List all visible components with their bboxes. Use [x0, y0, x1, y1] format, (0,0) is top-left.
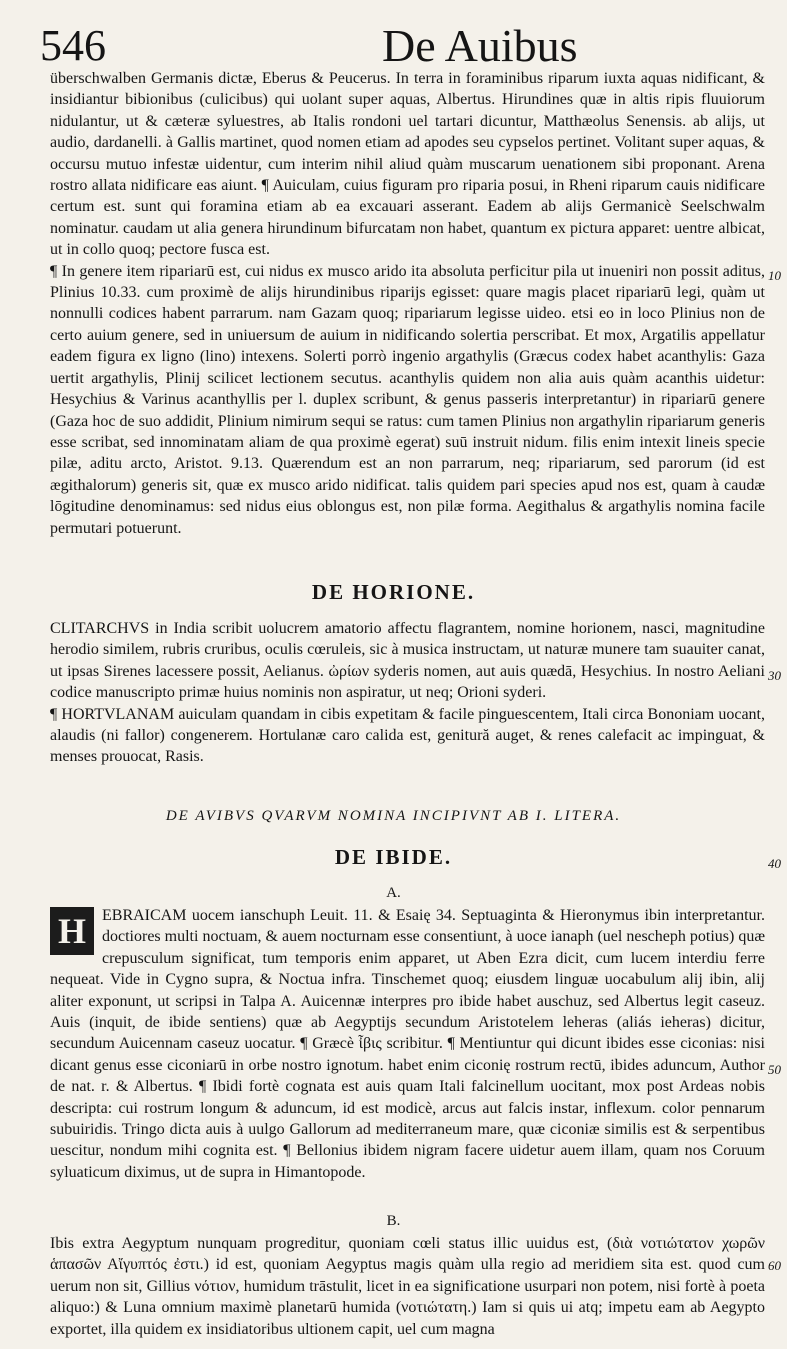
- margin-number: 40: [768, 856, 781, 871]
- section-heading-ibis: DE IBIDE.: [334, 845, 453, 869]
- margin-number: 30: [768, 668, 781, 683]
- text-block-top: [50, 68, 765, 539]
- page-header: [30, 18, 770, 72]
- paragraph-ibis-b: Ibis extra Aegyptum nunquam progreditur, quoniam cœli status illic uuidus est, (διὰ νοτιώτατον χωρῶν ἁπασῶν Αἴγυπτός ἐστι.) id est, quoniam Aegyptus magis quàm ulla regio ad meridiem sita est. quod cum uerum non sit, Gillius νότιον, humidum trāstulit, licet in ea significatione usurpari non potem, nisi fortè à poeta aliquo:) & Luna omnium maximè planetarū humida (νοτιώτατη.) Iam si quis ui atq; impetu eam ab Aegypto exportet, illa quidem ex insidiatoribus ultionem capit, uel cum magna: [50, 1235, 765, 1338]
- decorated-initial: H: [50, 907, 94, 955]
- paragraph-horion: CLITARCHVS in India scribit uolucrem amatorio affectu flagrantem, nomine horionem, nasci, magnitudine herodio similem, rubris cruribus, oculis cœruleis, sic à musica instructam, ut naturæ munere tam suauiter canat, ut ipsas Sirenes lacessere possit, Aelianus. ὠρίων syderis nomen, aut auis quædā, Hesychius. In nostro Aeliani codice manuscripto primæ huius nominis non aspiratur, ut neq; Orioni syderi.: [50, 620, 765, 702]
- margin-number: 10: [768, 268, 781, 283]
- text-block-horion: [50, 618, 765, 768]
- paragraph-riparia: überschwalben Germanis dictæ, Eberus & Peucerus. In terra in foraminibus riparum iuxta aquas nidificant, & insidiantur bibionibus (culicibus) qui uolant super aquas, Albertus. Hirundines quæ in altis ripis fluuiorum nidulantur, ut & cæteræ syluestres, ab Italis rondoni uel tartari dicuntur, Matthæolus Senensis. ab alijs, ut audio, dardanelli. à Gallis martinet, quod nomen etiam ad apodes seu cypselos pertinet. Volitant super aquas, & occursu mutuo infestæ uidentur, cum interim nihil aliud quàm muscarum uenationem sibi proponant. Arena rostro allata nidificare eas aiunt. ¶ Auiculam, cuius figuram pro riparia posui, in Rheni riparum cauis nidificare certum est. sunt qui foramina etiam ab ea excauari asserant. Eadem ab alijs Germanicè Seelschwalm nominatur. caudam ut alia genera hirundinum bifurcatam non habet, quantum ex pictura apparet: uentre albicat, ut in collo quoq; pectore fusca est.: [50, 70, 765, 259]
- paragraph-ibis-a: [50, 905, 765, 1183]
- running-title: De Auibus: [382, 20, 578, 71]
- paragraph-ibis-a-text: EBRAICAM uocem ianschuph Leuit. 11. & Esaię 34. Septuaginta & Hieronymus ibin interpretantur. doctiores multi noctuam, & auem nocturnam esse consentiunt, à uoce ianaph (uel nescheph potius) quæ crepusculum significat, tum temporis enim apparet, ut Aben Ezra dicit, cum lucem interdiu ferre nequeat. Vide in Cygno supra, & Noctua infra. Tinschemet quoq; eiusdem linguæ uocabulum alij ibin, alij aliter exponunt, ut scripsi in Talpa A. Auicennæ interpres pro ibide habet auschuz, sed Albertus legit caseuz. Auis (inquit, de ibide sentiens) quæ ab Aegyptijs secundum Aristotelem leheras (aliás ieheras) dicitur, secundum Auicennam caseuz uocatur. ¶ Græcè ἶβις scribitur. ¶ Mentiuntur qui dicunt ibides esse ciconias: nisi dicant genus esse ciconiarū in orbe nostro ignotum. habet enim ciconię rostrum rectū, ibides aduncum, Author de nat. r. & Albertus. ¶ Ibidi fortè cognata est auis quam Itali falcinellum uocitant, mox post Ardeas nobis descripta: cui rostrum longum & aduncum, id est modicè, arcus aut falcis instar, inflexum. color pennarum subuiridis. Tringo dicta auis à uulgo Gallorum ad mediterraneum mare, quæ ciconiæ similis est & serpentibus uescitur, nondum mihi cognita est. ¶ Bellonius ibidem nigram facere uidetur auem illam, quam nos Coruum syluaticum diximus, ut de supra in Himantopode.: [50, 907, 765, 1181]
- text-block-ibis-a: [50, 905, 765, 1183]
- page-number: 546: [40, 21, 106, 70]
- margin-number: 60: [768, 1258, 781, 1273]
- margin-number: 50: [768, 1062, 781, 1077]
- section-subheading: DE AVIBVS QVARVM NOMINA INCIPIVNT AB I. LITERA.: [165, 808, 622, 824]
- section-letter-b: B.: [386, 1213, 401, 1229]
- paragraph-hortulana: ¶ HORTVLANAM auiculam quandam in cibis expetitam & facile pinguescentem, Itali circa Bononiam uocant, alaudis (ni fallor) congenerem. Hortulanæ caro calida est, genitură auget, & renes calefacit ac impinguat, & menses prouocat, Rasis.: [50, 705, 765, 766]
- section-heading-horion: DE HORIONE.: [311, 580, 476, 604]
- text-block-ibis-b: [50, 1233, 765, 1340]
- section-letter-a: A.: [386, 885, 401, 901]
- paragraph-ripariarum: ¶ In genere item ripariarū est, cui nidus ex musco arido ita absoluta perficitur pila ut inueniri non possit aditus, Plinius 10.33. cum proximè de alijs hirundinibus riparijs egisset: quare magis placet ripariarū legi, quàm ut nonnulli codices habent parrarum. nam Gazam quoq; ripariarum legisse uideo. etsi eo in loco Plinius non de certo auium genere, sed in uniuersum de auium in nidificando solertia perscribat. Et mox, Argatilis appellatur eadem figura ex ligno (lino) intexens. Solerti porrò ingenio argathylis (Græcus codex habet acanthylis: Gaza uertit argathylis, Plinij scilicet lectionem secutus. acanthylis quidem non alia auis quàm acanthis uidetur: Hesychius & Varinus acanthyllis per l. duplex scribunt, & genus passeris interpretantur) in ripariarū genere (Gaza hoc de suo addidit, Plinium nimirum sequi se ratus: cum tamen Plinius non argathylin ripariarum generis esse scribat, sed innominatam aliam de qua proximè egerat) suū instruit nidum. filis enim intexit lineis specie pilæ, aditu arcto, Aristot. 9.13. Quærendum est an non parrarum, neq; ripariarum, sed parorum (id est ægithalorum) generis sit, quæ ex musco arido nidificat. talis quidem pari species apud nos est, quam à caudæ lōgitudine denominamus: sed nidus eius oblongus est, non pilæ forma. Aegithalus & argathylis nomina facile permutari potuerunt.: [50, 262, 765, 537]
